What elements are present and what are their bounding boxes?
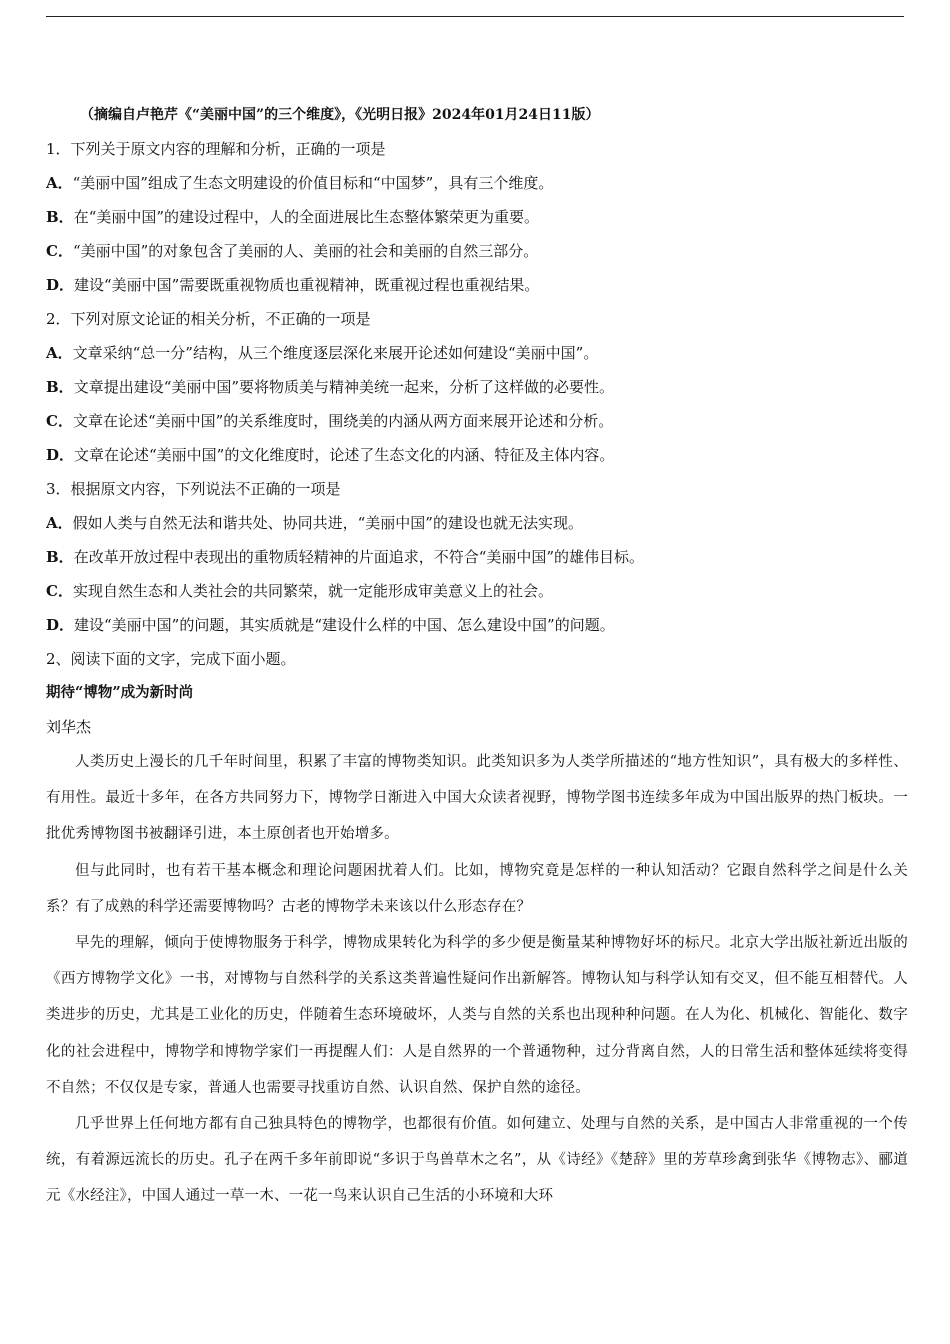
q1-option-b: B．在“美丽中国”的建设过程中，人的全面进展比生态整体繁荣更为重要。 bbox=[46, 208, 540, 226]
article-author: 刘华杰 bbox=[46, 718, 92, 736]
q3-option-d: D．建设“美丽中国”的问题，其实质就是“建设什么样的中国、怎么建设中国”的问题。 bbox=[46, 616, 615, 634]
q1-option-c: C．“美丽中国”的对象包含了美丽的人、美丽的社会和美丽的自然三部分。 bbox=[46, 242, 539, 260]
question-2-stem: 2．下列对原文论证的相关分析，不正确的一项是 bbox=[46, 310, 371, 328]
q2-option-a: A．文章采纳“总一分”结构，从三个维度逐层深化来展开论述如何建设“美丽中国”。 bbox=[46, 344, 599, 362]
q2-option-d: D．文章在论述“美丽中国”的文化维度时，论述了生态文化的内涵、特征及主体内容。 bbox=[46, 446, 615, 464]
q3-option-c: C．实现自然生态和人类社会的共同繁荣，就一定能形成审美意义上的社会。 bbox=[46, 582, 553, 600]
article-paragraph: 早先的理解，倾向于使博物服务于科学，博物成果转化为科学的多少便是衡量某种博物好坏的标尺。北京大学出版社新近出版的《西方博物学文化》一书，对博物与自然科学的关系这类普遍性疑问作出新解答。博物认知与科学认知有交叉，但不能互相替代。人类进步的历史，尤其是工业化的历史，伴随着生态环境破坏，人类与自然的关系也出现种种问题。在人为化、机械化、智能化、数字化的社会进程中，博物学和博物学家们一再提醒人们：人是自然界的一个普通物种，过分背离自然，人的日常生活和整体延续将变得不自然；不仅仅是专家，普通人也需要寻找重访自然、认识自然、保护自然的途径。 bbox=[46, 935, 908, 1096]
document-page bbox=[46, 98, 908, 1215]
q1-option-d: D．建设“美丽中国”需要既重视物质也重视精神，既重视过程也重视结果。 bbox=[46, 276, 540, 294]
article-paragraph: 几乎世界上任何地方都有自己独具特色的博物学，也都很有价值。如何建立、处理与自然的关系，是中国古人非常重视的一个传统，有着源远流长的历史。孔子在两千多年前即说“多识于鸟兽草木之名”，从《诗经》《楚辞》里的芳草珍禽到张华《博物志》、郦道元《水经注》，中国人通过一草一木、一花一鸟来认识自己生活的小环境和大环 bbox=[46, 1116, 908, 1205]
q2-option-b: B．文章提出建设“美丽中国”要将物质美与精神美统一起来，分析了这样做的必要性。 bbox=[46, 378, 615, 396]
source-note: （摘编自卢艳芹《“美丽中国”的三个维度》，《光明日报》2024年01月24日11版） bbox=[80, 107, 600, 123]
article-paragraph: 但与此同时，也有若干基本概念和理论问题困扰着人们。比如，博物究竟是怎样的一种认知活动？它跟自然科学之间是什么关系？有了成熟的科学还需要博物吗？古老的博物学未来该以什么形态存在？ bbox=[46, 862, 908, 915]
question-1-stem: 1．下列关于原文内容的理解和分析，正确的一项是 bbox=[46, 140, 386, 158]
q2-option-c: C．文章在论述“美丽中国”的关系维度时，围绕美的内涵从两方面来展开论述和分析。 bbox=[46, 412, 614, 430]
q3-option-a: A．假如人类与自然无法和谐共处、协同共进，“美丽中国”的建设也就无法实现。 bbox=[46, 514, 583, 532]
article-body bbox=[46, 744, 908, 1215]
q1-option-a: A．“美丽中国”组成了生态文明建设的价值目标和“中国梦”，具有三个维度。 bbox=[46, 174, 554, 192]
q3-option-b: B．在改革开放过程中表现出的重物质轻精神的片面追求，不符合“美丽中国”的雄伟目标。 bbox=[46, 548, 645, 566]
article-paragraph: 人类历史上漫长的几千年时间里，积累了丰富的博物类知识。此类知识多为人类学所描述的“地方性知识”，具有极大的多样性、有用性。最近十多年，在各方共同努力下，博物学日渐进入中国大众读者视野，博物学图书连续多年成为中国出版界的热门板块。一批优秀博物图书被翻译引进，本土原创者也开始增多。 bbox=[46, 754, 908, 843]
question-3-stem: 3．根据原文内容，下列说法不正确的一项是 bbox=[46, 480, 341, 498]
section-2-heading: 2、阅读下面的文字，完成下面小题。 bbox=[46, 650, 296, 668]
top-rule bbox=[46, 16, 904, 17]
article-title: 期待“博物”成为新时尚 bbox=[46, 684, 194, 701]
